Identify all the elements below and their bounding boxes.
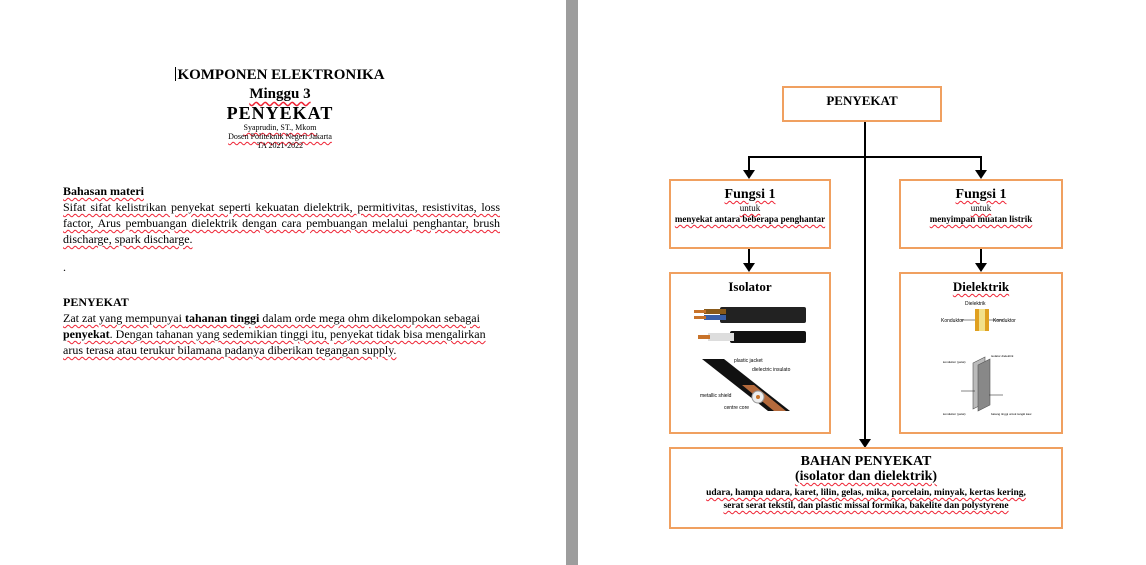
arrow-to-isolator (743, 263, 755, 272)
dielektrik-title: Dielektrik (952, 279, 1010, 294)
arrow-to-fungsi-left (743, 170, 755, 179)
penyekat-text: Zat zat yang mempunyai tahanan tinggi dalam orde mega ohm dikelompokan sebagai penyekat. Dengan tahanan yang sedemikian tinggi itu, penyekat tidak bisa mengalirkan arus terasa atau terukur bilamana padanya diberikan tegangan supply. (63, 311, 486, 357)
fungsi-left-desc: menyekat antara beberapa penghantar (674, 214, 826, 224)
page-gutter (566, 0, 578, 565)
arrow-to-fungsi-right (975, 170, 987, 179)
bahasan-section (63, 183, 500, 247)
penyekat-section (63, 294, 500, 358)
cap-label-right: Konduktor (993, 318, 1016, 324)
bahan-box (669, 447, 1063, 529)
fungsi-right-untuk: untuk (970, 203, 992, 213)
left-page (0, 0, 566, 565)
root-label: PENYEKAT (826, 93, 898, 108)
right-page (578, 0, 1146, 565)
coax-label-dielectric: dielectric insulato (751, 367, 790, 373)
cable-jacket-2 (730, 331, 806, 343)
bahan-line-2: serat serat tekstil, dan plastic missal formika, bakelite dan polystyrene (723, 501, 1009, 511)
capacitor-image (941, 297, 1021, 347)
dielektrik-box (899, 272, 1063, 434)
document-title: KOMPONEN ELEKTRONIKA (177, 67, 385, 83)
week-label: Minggu 3 (249, 86, 311, 102)
cable-copper-2 (694, 316, 706, 319)
title-block (150, 66, 410, 150)
coax-label-core: centre core (723, 405, 749, 411)
bahan-title: BAHAN PENYEKAT (800, 454, 932, 469)
fungsi-left-box (669, 179, 831, 249)
fungsi-right-desc: menyimpan muatan listrik (929, 214, 1033, 224)
root-box (782, 86, 942, 122)
fungsi-isolator-connector (748, 249, 750, 264)
cap-label-dielektrik: Dielektrik (965, 301, 986, 307)
academic-year: TA 2021-2022 (256, 141, 304, 150)
fungsi-left-untuk: untuk (739, 203, 761, 213)
bahasan-heading: Bahasan materi (63, 184, 144, 198)
right-connector (980, 156, 982, 171)
fungsi-right-box (899, 179, 1063, 249)
cable-insulation (708, 333, 734, 341)
left-connector (748, 156, 750, 171)
plate-label-4: batang tinggi untuk tangki kaw (991, 412, 1032, 416)
coax-label-jacket: plastic jacket (733, 358, 763, 364)
cap-plate-right (985, 309, 989, 331)
cable-core-brown (704, 309, 726, 314)
cap-label-left: Konduktor (941, 318, 964, 324)
isolator-box (669, 272, 831, 434)
bahan-subtitle: (isolator dan dielektrik) (794, 469, 938, 484)
bahan-line-1: udara, hampa udara, karet, lilin, gelas, mika, porcelain, minyak, kertas kering, (706, 488, 1026, 498)
fungsi-dielektrik-connector (980, 249, 982, 264)
plate-label-3: konduktor (pelat) (943, 412, 966, 416)
coax-label-shield: metallic shield (699, 393, 731, 399)
cable-copper-1 (694, 310, 706, 313)
coax-image (698, 353, 803, 415)
fungsi-right-title: Fungsi 1 (955, 187, 1007, 202)
fungsi-left-title: Fungsi 1 (724, 187, 776, 202)
cap-dielectric (979, 309, 985, 331)
arrow-to-dielektrik (975, 263, 987, 272)
cable-copper-3 (698, 335, 710, 339)
cable-core-blue (704, 315, 726, 320)
coax-core (756, 395, 760, 399)
center-connector (864, 121, 866, 440)
penyekat-heading: PENYEKAT (63, 295, 129, 309)
plate-label-1: konduktor (pelat) (943, 360, 966, 364)
author-affiliation: Dosen Politeknik Negeri Jakarta (228, 132, 332, 141)
horizontal-connector (748, 156, 982, 158)
topic-title: PENYEKAT (226, 103, 334, 123)
isolator-title: Isolator (728, 279, 772, 294)
cable-jacket-1 (720, 307, 806, 323)
bahasan-text: Sifat sifat kelistrikan penyekat seperti kekuatan dielektrik, permitivitas, resistivitas, loss factor, Arus pembuangan dielektrik dengan cara pembuangan melalui penghantar, brush discharge, spark discharge. (63, 200, 500, 246)
author-name: Syaprudin, ST., Mkom (243, 123, 317, 132)
paragraph-dot: . (63, 260, 66, 274)
plate-capacitor-image (941, 351, 1032, 421)
cap-plate-left (975, 309, 979, 331)
cable-image (690, 299, 810, 349)
plate-label-2: isolator dielektrik (991, 354, 1014, 358)
plate-back (978, 359, 990, 411)
